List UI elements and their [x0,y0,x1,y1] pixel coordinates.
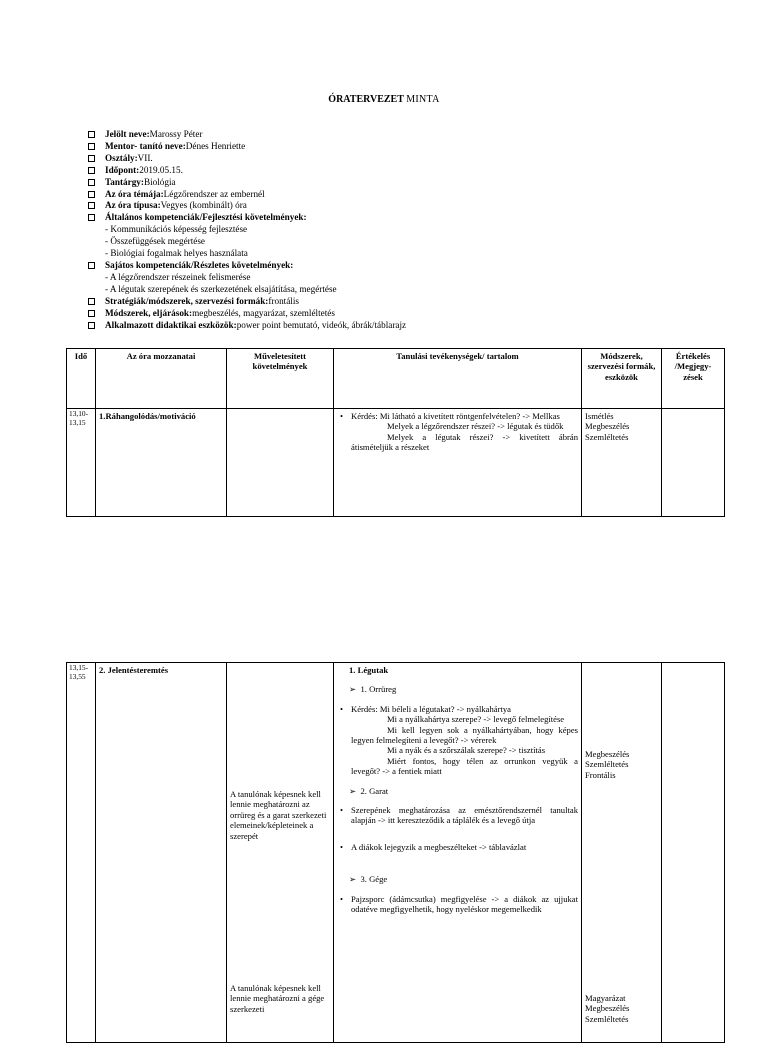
info-sajatos: Sajátos kompetenciák/Részletes követelmények: [88,260,688,272]
checkbox-icon [88,143,95,150]
row-evaluation [662,409,725,517]
lesson-plan-table-continued [66,662,725,1043]
row-requirements [227,409,334,517]
info-strategia: Stratégiák/módszerek, szervezési formák: frontális [88,296,688,308]
activity-bullet: • Pajzsporc (ádámcsutka) megfigyelése -> a diákok az ujjukat odatéve megfigyelhetik, hogy nyeléskor megemelkedik [351,894,578,915]
activity-line: Mi a nyálkahártya szerepe? -> levegő felmelegítése [387,714,565,725]
checkbox-icon [88,179,95,186]
header-ido: Idő [67,349,96,409]
info-tantargy: Tantárgy: Biológia [88,177,688,189]
subsection-garat: ➢ 2. Garat [349,785,389,796]
row-phase: 1.Ráhangolódás/motiváció [96,409,227,517]
info-tema: Az óra témája: Légzőrendszer az embernél [88,189,688,201]
activity-line: Melyek a légzőrendszer részei? -> légutak és tüdők [387,421,564,432]
subsection-gege: ➢ 3. Gége [349,874,388,885]
arrow-icon: ➢ [349,874,357,885]
activity-bullet: • Kérdés: Mi béleli a légutakat? -> nyálkahártya [351,704,578,714]
methods-group: Magyarázat Megbeszélés Szemléltetés [585,993,630,1024]
requirement-text: A tanulónak képesnek kell lennie meghatározni a gége szerkezeti [230,983,325,1014]
checkbox-icon [88,167,95,174]
checkbox-icon [88,214,95,221]
checkbox-icon [88,191,95,198]
table-row [67,663,725,1043]
title-minta: MINTA [406,94,440,105]
altalanos-item: - Biológiai fogalmak helyes használata [105,248,248,259]
checkbox-icon [88,131,95,138]
row-evaluation [662,663,725,1043]
sajatos-item: - A légutak szerepének és szerkezetének elsajátítása, megértése [105,283,337,294]
lesson-info [88,129,688,331]
checkbox-icon [88,298,95,305]
info-tipus: Az óra típusa: Vegyes (kombinált) óra [88,200,688,212]
activity-line: Miért fontos, hogy télen az orrunkon vegyük a levegőt? -> a fentiek miatt [351,755,578,777]
section-heading: 1. Légutak [349,665,389,675]
table-row [67,409,725,517]
info-altalanos: Általános kompetenciák/Fejlesztési követelmények: [88,212,688,224]
activity-bullet: • Kérdés: Mi látható a kivetített röntgenfelvételen? -> Mellkas [351,411,578,421]
sajatos-item: - A légzőrendszer részeinek felismerése [105,271,251,282]
row-time: 13,15-13,55 [67,663,96,1043]
activity-bullet: • Szerepének meghatározása az emésztőrendszernél tanultak alapján -> itt kereszteződik a táplálék és a levegő útja [351,805,578,826]
info-osztaly: Osztály: VII. [88,153,688,165]
checkbox-icon [88,262,95,269]
header-ertekeles: Értékelés /Megjegy-zések [662,349,725,409]
subsection-orrureg: ➢ 1. Orrüreg [349,684,397,695]
row-activities [334,663,582,1043]
row-phase: 2. Jelentésteremtés [96,663,227,1043]
title-main: ÓRATERVEZET [328,94,404,105]
row-methods: Ismétlés Megbeszélés Szemléltetés [582,409,662,517]
altalanos-item: - Összefüggések megértése [105,236,205,247]
info-jelolt: Jelölt neve: Marossy Péter [88,129,688,141]
header-mozzanatai: Az óra mozzanatai [96,349,227,409]
activity-line: Melyek a légutak részei? -> kivetített ábrán átismételjük a részeket [351,431,578,453]
activity-line: Mi a nyák és a szőrszálak szerepe? -> tisztítás [387,745,546,756]
page-title [0,94,768,105]
checkbox-icon [88,310,95,317]
checkbox-icon [88,322,95,329]
row-methods [582,663,662,1043]
info-eszkozok: Alkalmazott didaktikai eszközök: power point bemutató, videók, ábrák/táblarajz [88,320,688,332]
arrow-icon: ➢ [349,785,357,796]
row-time: 13,10-13,15 [67,409,96,517]
methods-group: Megbeszélés Szemléltetés Frontális [585,749,630,780]
info-idopont: Időpont: 2019.05.15. [88,165,688,177]
info-mentor: Mentor- tanító neve: Dénes Henriette [88,141,688,153]
checkbox-icon [88,155,95,162]
table-header-row [67,349,725,409]
requirement-text: A tanulónak képesnek kell lennie meghatározni az orrüreg és a garat szerkezeti elemeinek/képleteinek a szerepét [230,789,327,841]
altalanos-item: - Kommunikációs képesség fejlesztése [105,224,248,235]
activity-bullet: • A diákok lejegyzik a megbeszélteket -> táblavázlat [351,842,578,852]
header-muveletesitett: Műveletesített követelmények [227,349,334,409]
row-requirements [227,663,334,1043]
info-modszerek: Módszerek, eljárások: megbeszélés, magyarázat, szemléltetés [88,308,688,320]
activity-line: Mi kell legyen sok a nyálkahártyában, hogy képes legyen felmelegíteni a levegőt? -> vérerek [351,724,578,746]
checkbox-icon [88,202,95,209]
lesson-plan-table [66,348,725,517]
header-tanulasi: Tanulási tevékenységek/ tartalom [334,349,582,409]
arrow-icon: ➢ [349,684,357,695]
header-modszerek: Módszerek, szervezési formák, eszközök [582,349,662,409]
row-activities [334,409,582,517]
